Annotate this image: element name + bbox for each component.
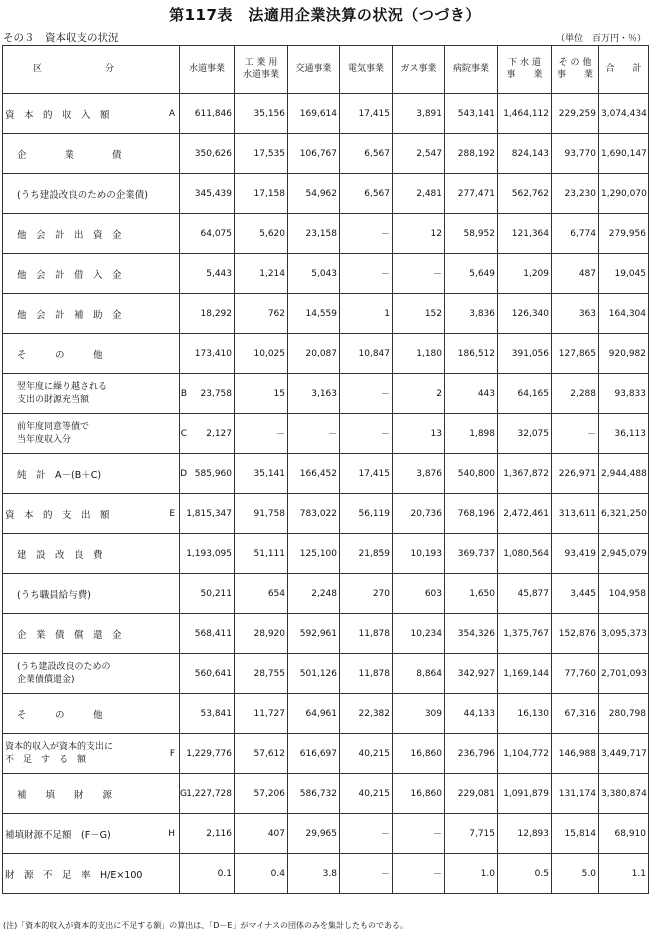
row-label-cell bbox=[3, 774, 187, 814]
value-cell: 391,056 bbox=[498, 334, 552, 374]
value-cell: 57,206 bbox=[235, 774, 288, 814]
value-cell: 0.5 bbox=[498, 854, 552, 894]
value-cell: 53,841 bbox=[180, 694, 235, 734]
value-cell: 1.0 bbox=[445, 854, 498, 894]
value-cell: 585,960 bbox=[180, 454, 235, 494]
table-row bbox=[3, 774, 649, 814]
value-cell: 127,865 bbox=[552, 334, 599, 374]
column-header: 下 水 道 事 業 bbox=[498, 46, 552, 94]
value-cell: 3,074,434 bbox=[599, 94, 649, 134]
value-cell: 11,727 bbox=[235, 694, 288, 734]
value-cell: 68,910 bbox=[599, 814, 649, 854]
row-label-cell bbox=[3, 174, 180, 214]
row-label: (うち職員給与費) bbox=[17, 589, 91, 601]
value-cell: 568,411 bbox=[180, 614, 235, 654]
value-cell: 562,762 bbox=[498, 174, 552, 214]
row-label: 翌年度に繰り越される bbox=[17, 382, 108, 393]
value-cell: 2,481 bbox=[393, 174, 445, 214]
value-cell: － bbox=[340, 414, 393, 454]
value-cell: 32,075 bbox=[498, 414, 552, 454]
value-cell: 11,878 bbox=[340, 614, 393, 654]
row-code: F bbox=[169, 748, 175, 759]
row-label: そ の 他 bbox=[17, 709, 103, 721]
row-label-cell bbox=[3, 134, 180, 174]
table-body bbox=[3, 94, 649, 894]
value-cell: 17,158 bbox=[235, 174, 288, 214]
value-cell: 56,119 bbox=[340, 494, 393, 534]
row-code: A bbox=[168, 108, 175, 119]
value-cell: 1,898 bbox=[445, 414, 498, 454]
row-code: H bbox=[168, 828, 175, 839]
row-label-cell bbox=[3, 654, 180, 694]
value-cell: 64,165 bbox=[498, 374, 552, 414]
value-cell: 5,620 bbox=[235, 214, 288, 254]
value-cell: 236,796 bbox=[445, 734, 498, 774]
row-label: (うち建設改良のための企業債) bbox=[17, 189, 148, 201]
column-header: 合 計 bbox=[599, 46, 649, 94]
value-cell: 2,701,093 bbox=[599, 654, 649, 694]
value-cell: 354,326 bbox=[445, 614, 498, 654]
table-row bbox=[3, 334, 649, 374]
value-cell: － bbox=[340, 214, 393, 254]
value-cell: 93,419 bbox=[552, 534, 599, 574]
row-label-cell bbox=[3, 574, 180, 614]
value-cell: 1,375,767 bbox=[498, 614, 552, 654]
value-cell: 3,380,874 bbox=[599, 774, 649, 814]
value-cell: 5,443 bbox=[180, 254, 235, 294]
value-cell: 125,100 bbox=[288, 534, 340, 574]
value-cell: 342,927 bbox=[445, 654, 498, 694]
row-label: 他 会 計 出 資 金 bbox=[17, 229, 122, 241]
value-cell: 29,965 bbox=[288, 814, 340, 854]
row-label: 純 計 A－(B＋C) bbox=[17, 469, 102, 481]
value-cell: 173,410 bbox=[180, 334, 235, 374]
row-label: 資 本 的 支 出 額 bbox=[5, 509, 110, 521]
value-cell: 0.1 bbox=[180, 854, 235, 894]
value-cell: 54,962 bbox=[288, 174, 340, 214]
value-cell: 229,259 bbox=[552, 94, 599, 134]
value-cell: 6,567 bbox=[340, 174, 393, 214]
value-cell: 1,815,347 bbox=[180, 494, 235, 534]
column-header: 工 業 用 水道事業 bbox=[235, 46, 288, 94]
column-header: ガス事業 bbox=[393, 46, 445, 94]
value-cell: 40,215 bbox=[340, 734, 393, 774]
value-cell: － bbox=[340, 374, 393, 414]
row-label: 他 会 計 補 助 金 bbox=[17, 309, 122, 321]
value-cell: 611,846 bbox=[180, 94, 235, 134]
value-cell: 2,127 bbox=[180, 414, 235, 454]
value-cell: 279,956 bbox=[599, 214, 649, 254]
value-cell: － bbox=[552, 414, 599, 454]
value-cell: 2,944,488 bbox=[599, 454, 649, 494]
value-cell: 152 bbox=[393, 294, 445, 334]
row-label: 補 填 財 源 bbox=[17, 789, 113, 801]
table-row bbox=[3, 494, 649, 534]
row-label-cell bbox=[3, 534, 180, 574]
value-cell: 920,982 bbox=[599, 334, 649, 374]
value-cell: 783,022 bbox=[288, 494, 340, 534]
table-row bbox=[3, 614, 649, 654]
value-cell: 17,415 bbox=[340, 94, 393, 134]
value-cell: 1,290,070 bbox=[599, 174, 649, 214]
value-cell: 824,143 bbox=[498, 134, 552, 174]
value-cell: 3.8 bbox=[288, 854, 340, 894]
value-cell: 2,945,079 bbox=[599, 534, 649, 574]
value-cell: 762 bbox=[235, 294, 288, 334]
row-label: 資 本 的 収 入 額 bbox=[5, 109, 110, 121]
value-cell: 13 bbox=[393, 414, 445, 454]
value-cell: 1,464,112 bbox=[498, 94, 552, 134]
value-cell: 1,169,144 bbox=[498, 654, 552, 694]
value-cell: 540,800 bbox=[445, 454, 498, 494]
row-label-cell bbox=[3, 374, 187, 414]
value-cell: 3,836 bbox=[445, 294, 498, 334]
value-cell: 67,316 bbox=[552, 694, 599, 734]
row-label-cell bbox=[3, 294, 180, 334]
value-cell: 10,193 bbox=[393, 534, 445, 574]
value-cell: 20,087 bbox=[288, 334, 340, 374]
row-label-line2: 企業債償還金) bbox=[17, 674, 75, 685]
row-code: D bbox=[180, 468, 187, 479]
value-cell: 35,141 bbox=[235, 454, 288, 494]
value-cell: 10,025 bbox=[235, 334, 288, 374]
row-code: G bbox=[180, 788, 187, 799]
value-cell: 3,876 bbox=[393, 454, 445, 494]
column-header: 交通事業 bbox=[288, 46, 340, 94]
value-cell: 616,697 bbox=[288, 734, 340, 774]
value-cell: 226,971 bbox=[552, 454, 599, 494]
value-cell: － bbox=[393, 814, 445, 854]
value-cell: 93,833 bbox=[599, 374, 649, 414]
value-cell: 22,382 bbox=[340, 694, 393, 734]
table-row bbox=[3, 694, 649, 734]
value-cell: 1,180 bbox=[393, 334, 445, 374]
row-label-cell bbox=[3, 254, 180, 294]
table-row bbox=[3, 734, 649, 774]
value-cell: 586,732 bbox=[288, 774, 340, 814]
value-cell: 2,288 bbox=[552, 374, 599, 414]
value-cell: 2,116 bbox=[180, 814, 235, 854]
row-label-cell bbox=[3, 854, 180, 894]
value-cell: 3,095,373 bbox=[599, 614, 649, 654]
value-cell: － bbox=[393, 854, 445, 894]
value-cell: 10,847 bbox=[340, 334, 393, 374]
table-row bbox=[3, 654, 649, 694]
row-code: C bbox=[180, 428, 187, 439]
value-cell: 77,760 bbox=[552, 654, 599, 694]
value-cell: 1,209 bbox=[498, 254, 552, 294]
value-cell: 44,133 bbox=[445, 694, 498, 734]
row-label-cell bbox=[3, 334, 180, 374]
value-cell: 12 bbox=[393, 214, 445, 254]
value-cell: 345,439 bbox=[180, 174, 235, 214]
column-header: 病院事業 bbox=[445, 46, 498, 94]
value-cell: 3,891 bbox=[393, 94, 445, 134]
header-kubun: 区 分 bbox=[3, 46, 180, 94]
value-cell: 7,715 bbox=[445, 814, 498, 854]
header-row bbox=[3, 46, 649, 94]
value-cell: 64,961 bbox=[288, 694, 340, 734]
value-cell: 17,415 bbox=[340, 454, 393, 494]
value-cell: 5,043 bbox=[288, 254, 340, 294]
value-cell: 2 bbox=[393, 374, 445, 414]
value-cell: 1,091,879 bbox=[498, 774, 552, 814]
value-cell: 16,860 bbox=[393, 734, 445, 774]
row-label: 補填財源不足額 (F－G) bbox=[5, 829, 111, 841]
value-cell: 51,111 bbox=[235, 534, 288, 574]
footnote: (注)「資本的収入が資本的支出に不足する額」の算出は、「D－E」がマイナスの団体のみを集計したものである。 bbox=[3, 921, 408, 930]
table-row bbox=[3, 214, 649, 254]
value-cell: 23,758 bbox=[180, 374, 235, 414]
value-cell: 3,163 bbox=[288, 374, 340, 414]
table-row bbox=[3, 94, 649, 134]
value-cell: 35,156 bbox=[235, 94, 288, 134]
value-cell: 5.0 bbox=[552, 854, 599, 894]
value-cell: 501,126 bbox=[288, 654, 340, 694]
section-subtitle: その３ 資本収支の状況 bbox=[3, 32, 119, 44]
value-cell: 6,774 bbox=[552, 214, 599, 254]
value-cell: 1,229,776 bbox=[180, 734, 235, 774]
value-cell: 369,737 bbox=[445, 534, 498, 574]
value-cell: 164,304 bbox=[599, 294, 649, 334]
value-cell: 277,471 bbox=[445, 174, 498, 214]
value-cell: 3,449,717 bbox=[599, 734, 649, 774]
table-row bbox=[3, 134, 649, 174]
value-cell: 2,248 bbox=[288, 574, 340, 614]
value-cell: 8,864 bbox=[393, 654, 445, 694]
column-header: 電気事業 bbox=[340, 46, 393, 94]
value-cell: 1,080,564 bbox=[498, 534, 552, 574]
value-cell: 131,174 bbox=[552, 774, 599, 814]
row-label: (うち建設改良のための bbox=[17, 662, 111, 673]
value-cell: － bbox=[393, 254, 445, 294]
table-row bbox=[3, 374, 649, 414]
value-cell: 57,612 bbox=[235, 734, 288, 774]
table-row bbox=[3, 574, 649, 614]
value-cell: 15 bbox=[235, 374, 288, 414]
value-cell: 93,770 bbox=[552, 134, 599, 174]
value-cell: 3,445 bbox=[552, 574, 599, 614]
value-cell: 592,961 bbox=[288, 614, 340, 654]
row-label: 企 業 債 償 還 金 bbox=[17, 629, 122, 641]
value-cell: 313,611 bbox=[552, 494, 599, 534]
row-label: 資本的収入が資本的支出に bbox=[5, 742, 114, 753]
value-cell: 126,340 bbox=[498, 294, 552, 334]
value-cell: 17,535 bbox=[235, 134, 288, 174]
unit-label: （単位 百万円・％） bbox=[555, 34, 646, 44]
row-label-line2: 不 足 す る 額 bbox=[5, 754, 87, 765]
page-title: 第117表 法適用企業決算の状況（つづき） bbox=[169, 6, 481, 24]
value-cell: 280,798 bbox=[599, 694, 649, 734]
value-cell: 58,952 bbox=[445, 214, 498, 254]
value-cell: 23,230 bbox=[552, 174, 599, 214]
row-label-cell bbox=[3, 694, 180, 734]
row-label-cell bbox=[3, 814, 180, 854]
value-cell: 169,614 bbox=[288, 94, 340, 134]
value-cell: 16,860 bbox=[393, 774, 445, 814]
row-label-cell bbox=[3, 94, 180, 134]
value-cell: － bbox=[340, 854, 393, 894]
value-cell: 12,893 bbox=[498, 814, 552, 854]
value-cell: 1,367,872 bbox=[498, 454, 552, 494]
value-cell: 288,192 bbox=[445, 134, 498, 174]
value-cell: 91,758 bbox=[235, 494, 288, 534]
row-label: 他 会 計 借 入 金 bbox=[17, 269, 122, 281]
value-cell: 309 bbox=[393, 694, 445, 734]
value-cell: 18,292 bbox=[180, 294, 235, 334]
value-cell: 2,472,461 bbox=[498, 494, 552, 534]
table-row bbox=[3, 414, 649, 454]
value-cell: 1,193,095 bbox=[180, 534, 235, 574]
row-code: B bbox=[180, 388, 187, 399]
value-cell: 146,988 bbox=[552, 734, 599, 774]
value-cell: 407 bbox=[235, 814, 288, 854]
row-label-cell bbox=[3, 734, 180, 774]
table-row bbox=[3, 174, 649, 214]
value-cell: 0.4 bbox=[235, 854, 288, 894]
value-cell: 11,878 bbox=[340, 654, 393, 694]
table-row bbox=[3, 454, 649, 494]
value-cell: 363 bbox=[552, 294, 599, 334]
value-cell: 543,141 bbox=[445, 94, 498, 134]
table-row bbox=[3, 814, 649, 854]
value-cell: 186,512 bbox=[445, 334, 498, 374]
row-code: E bbox=[169, 508, 175, 519]
value-cell: 6,321,250 bbox=[599, 494, 649, 534]
value-cell: 350,626 bbox=[180, 134, 235, 174]
value-cell: 14,559 bbox=[288, 294, 340, 334]
column-header: そ の 他 事 業 bbox=[552, 46, 599, 94]
row-label: 前年度同意等債で bbox=[17, 422, 90, 433]
value-cell: 28,920 bbox=[235, 614, 288, 654]
row-label: 企 業 債 bbox=[17, 149, 122, 161]
row-label-cell bbox=[3, 614, 180, 654]
row-label: 建 設 改 良 費 bbox=[17, 549, 103, 561]
value-cell: 768,196 bbox=[445, 494, 498, 534]
value-cell: 10,234 bbox=[393, 614, 445, 654]
row-label-cell bbox=[3, 214, 180, 254]
value-cell: 654 bbox=[235, 574, 288, 614]
value-cell: 270 bbox=[340, 574, 393, 614]
value-cell: 2,547 bbox=[393, 134, 445, 174]
value-cell: 121,364 bbox=[498, 214, 552, 254]
row-label-line2: 支出の財源充当額 bbox=[17, 394, 90, 405]
value-cell: 603 bbox=[393, 574, 445, 614]
value-cell: 1,214 bbox=[235, 254, 288, 294]
row-label-cell bbox=[3, 454, 187, 494]
value-cell: 21,859 bbox=[340, 534, 393, 574]
value-cell: 106,767 bbox=[288, 134, 340, 174]
row-label-line2: 当年度収入分 bbox=[17, 434, 72, 445]
row-label: 財 源 不 足 率 H/E×100 bbox=[5, 869, 143, 881]
value-cell: 1,690,147 bbox=[599, 134, 649, 174]
row-label: そ の 他 bbox=[17, 349, 103, 361]
value-cell: 19,045 bbox=[599, 254, 649, 294]
row-label-cell bbox=[3, 414, 187, 454]
value-cell: 1,650 bbox=[445, 574, 498, 614]
value-cell: 229,081 bbox=[445, 774, 498, 814]
value-cell: 1.1 bbox=[599, 854, 649, 894]
capital-balance-table bbox=[2, 45, 649, 894]
value-cell: － bbox=[340, 254, 393, 294]
value-cell: 560,641 bbox=[180, 654, 235, 694]
table-row bbox=[3, 854, 649, 894]
value-cell: 15,814 bbox=[552, 814, 599, 854]
row-label-cell bbox=[3, 494, 180, 534]
table-row bbox=[3, 294, 649, 334]
column-header: 水道事業 bbox=[180, 46, 235, 94]
value-cell: 5,649 bbox=[445, 254, 498, 294]
value-cell: 23,158 bbox=[288, 214, 340, 254]
value-cell: 50,211 bbox=[180, 574, 235, 614]
value-cell: 16,130 bbox=[498, 694, 552, 734]
table-row bbox=[3, 534, 649, 574]
value-cell: 166,452 bbox=[288, 454, 340, 494]
value-cell: 28,755 bbox=[235, 654, 288, 694]
value-cell: 443 bbox=[445, 374, 498, 414]
value-cell: － bbox=[288, 414, 340, 454]
value-cell: 1,227,728 bbox=[180, 774, 235, 814]
value-cell: 45,877 bbox=[498, 574, 552, 614]
value-cell: 104,958 bbox=[599, 574, 649, 614]
value-cell: 36,113 bbox=[599, 414, 649, 454]
value-cell: 487 bbox=[552, 254, 599, 294]
table-row bbox=[3, 254, 649, 294]
value-cell: 64,075 bbox=[180, 214, 235, 254]
value-cell: 1 bbox=[340, 294, 393, 334]
value-cell: 20,736 bbox=[393, 494, 445, 534]
value-cell: 152,876 bbox=[552, 614, 599, 654]
value-cell: － bbox=[235, 414, 288, 454]
value-cell: 6,567 bbox=[340, 134, 393, 174]
value-cell: 1,104,772 bbox=[498, 734, 552, 774]
value-cell: － bbox=[340, 814, 393, 854]
value-cell: 40,215 bbox=[340, 774, 393, 814]
